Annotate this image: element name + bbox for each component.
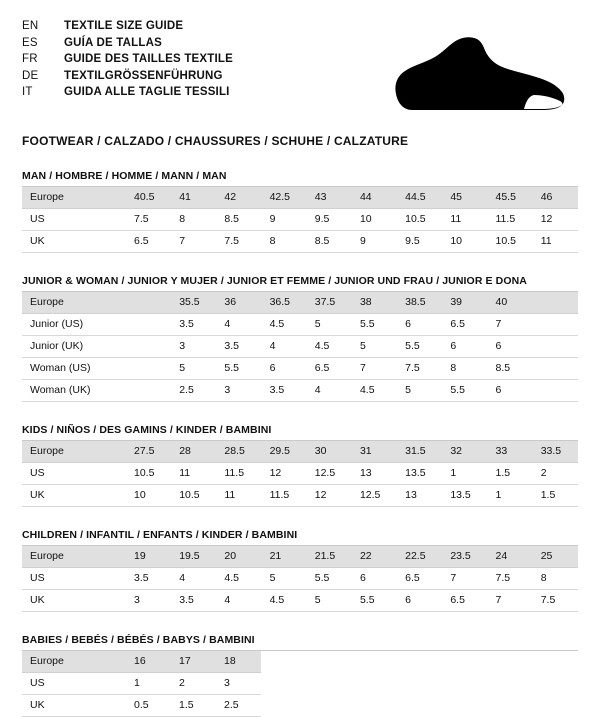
size-cell: 7.5: [126, 209, 171, 231]
page-title: FOOTWEAR / CALZADO / CHAUSSURES / SCHUHE / CALZATURE: [22, 134, 409, 148]
size-cell: 27.5: [126, 441, 171, 463]
size-cell: 9.5: [397, 231, 442, 253]
row-label: Europe: [22, 441, 126, 463]
size-cell: [533, 314, 578, 336]
row-label: Europe: [22, 187, 126, 209]
size-cell: 24: [488, 546, 533, 568]
size-cell: 5.5: [397, 336, 442, 358]
size-cell: 4.5: [262, 314, 307, 336]
language-code: FR: [22, 53, 38, 65]
size-cell: 5.5: [352, 590, 397, 612]
size-cell: 13: [397, 485, 442, 507]
size-group: [22, 634, 578, 717]
row-label: Europe: [22, 546, 126, 568]
size-cell: 29.5: [262, 441, 307, 463]
table-row: [22, 441, 578, 463]
language-title: GUIDE DES TAILLES TEXTILE: [64, 53, 233, 65]
language-title-list: [22, 18, 233, 101]
size-cell: 5.5: [307, 568, 352, 590]
size-cell: 6.5: [442, 590, 487, 612]
language-title: TEXTILGRÖSSENFÜHRUNG: [64, 69, 223, 82]
size-cell: 11.5: [216, 463, 261, 485]
size-cell: 41: [171, 187, 216, 209]
size-cell: 31: [352, 441, 397, 463]
size-cell: 37.5: [307, 292, 352, 314]
size-cell: 32: [442, 441, 487, 463]
size-cell: 0.5: [126, 695, 171, 717]
table-row: [22, 292, 578, 314]
size-cell: 3: [216, 380, 261, 402]
size-cell: 22.5: [397, 546, 442, 568]
size-cell: 6: [488, 336, 533, 358]
size-cell: 5.5: [442, 380, 487, 402]
size-cell: 39: [442, 292, 487, 314]
size-cell: 1.5: [171, 695, 216, 717]
size-cell: 10.5: [126, 463, 171, 485]
size-group: [22, 275, 578, 402]
size-cell: [533, 358, 578, 380]
row-label: UK: [22, 485, 126, 507]
language-row: [22, 18, 233, 35]
size-group-heading: JUNIOR & WOMAN / JUNIOR Y MUJER / JUNIOR ET FEMME / JUNIOR UND FRAU / JUNIOR E DONA: [22, 275, 578, 292]
size-cell: 36.5: [262, 292, 307, 314]
size-cell: 7: [442, 568, 487, 590]
size-cell: 46: [533, 187, 578, 209]
size-cell: 4: [262, 336, 307, 358]
size-cell: 1: [126, 673, 171, 695]
row-label: Europe: [22, 292, 126, 314]
size-cell: 4.5: [216, 568, 261, 590]
size-cell: 3.5: [171, 590, 216, 612]
language-code: ES: [22, 36, 38, 49]
size-cell: 10: [442, 231, 487, 253]
size-cell: 5: [397, 380, 442, 402]
size-cell: 6: [488, 380, 533, 402]
size-cell: 2.5: [216, 695, 261, 717]
size-cell: 7: [488, 590, 533, 612]
size-cell: 10.5: [397, 209, 442, 231]
language-row: [22, 51, 233, 68]
size-cell: 12: [307, 485, 352, 507]
language-title: GUIDA ALLE TAGLIE TESSILI: [64, 86, 230, 98]
size-cell: [533, 380, 578, 402]
size-cell: 5: [262, 568, 307, 590]
size-cell: 6.5: [397, 568, 442, 590]
size-cell: 28.5: [216, 441, 261, 463]
row-label: US: [22, 673, 126, 695]
table-row: [22, 651, 261, 673]
size-cell: 2.5: [171, 380, 216, 402]
table-row: [22, 546, 578, 568]
table-row: [22, 673, 261, 695]
size-cell: 11: [442, 209, 487, 231]
row-label: US: [22, 463, 126, 485]
size-cell: 36: [216, 292, 261, 314]
size-cell: [126, 380, 171, 402]
size-cell: 9.5: [307, 209, 352, 231]
size-cell: 2: [533, 463, 578, 485]
size-cell: 13.5: [397, 463, 442, 485]
row-label: US: [22, 209, 126, 231]
size-cell: 19.5: [171, 546, 216, 568]
size-cell: [126, 358, 171, 380]
size-cell: 8.5: [488, 358, 533, 380]
size-cell: 7.5: [216, 231, 261, 253]
size-cell: 8.5: [216, 209, 261, 231]
size-cell: 17: [171, 651, 216, 673]
size-cell: [126, 314, 171, 336]
size-table: [22, 441, 578, 507]
size-cell: 1.5: [533, 485, 578, 507]
size-cell: 7.5: [488, 568, 533, 590]
size-tables-container: [22, 170, 578, 717]
size-cell: 3.5: [126, 568, 171, 590]
size-cell: 20: [216, 546, 261, 568]
size-cell: 19: [126, 546, 171, 568]
size-cell: 42.5: [262, 187, 307, 209]
language-title: TEXTILE SIZE GUIDE: [64, 20, 184, 32]
size-cell: 7: [352, 358, 397, 380]
size-cell: 6.5: [442, 314, 487, 336]
size-cell: 8: [262, 231, 307, 253]
size-cell: 12: [533, 209, 578, 231]
language-code: EN: [22, 20, 39, 32]
size-cell: 5: [307, 314, 352, 336]
row-label: UK: [22, 590, 126, 612]
size-cell: 4.5: [352, 380, 397, 402]
size-group-heading: KIDS / NIÑOS / DES GAMINS / KINDER / BAMBINI: [22, 424, 578, 441]
size-cell: 40.5: [126, 187, 171, 209]
size-cell: 12: [262, 463, 307, 485]
language-title: GUÍA DE TALLAS: [64, 36, 162, 49]
table-row: [22, 336, 578, 358]
table-row: [22, 568, 578, 590]
size-cell: 23.5: [442, 546, 487, 568]
row-label: UK: [22, 231, 126, 253]
size-cell: 6: [352, 568, 397, 590]
size-cell: 6.5: [126, 231, 171, 253]
size-cell: 11: [533, 231, 578, 253]
size-cell: 16: [126, 651, 171, 673]
size-cell: 10: [352, 209, 397, 231]
row-label: Woman (US): [22, 358, 126, 380]
size-cell: 1: [442, 463, 487, 485]
size-cell: 7: [171, 231, 216, 253]
size-cell: 21.5: [307, 546, 352, 568]
size-cell: 11.5: [262, 485, 307, 507]
language-code: DE: [22, 69, 39, 82]
size-cell: 3: [216, 673, 261, 695]
language-row: [22, 35, 233, 52]
size-cell: 5: [171, 358, 216, 380]
size-cell: [126, 336, 171, 358]
size-cell: 3.5: [171, 314, 216, 336]
size-cell: 7.5: [397, 358, 442, 380]
row-label: US: [22, 568, 126, 590]
size-cell: 10.5: [488, 231, 533, 253]
size-cell: 30: [307, 441, 352, 463]
size-cell: 22: [352, 546, 397, 568]
size-cell: 10.5: [171, 485, 216, 507]
size-cell: 3: [126, 590, 171, 612]
size-cell: 11: [171, 463, 216, 485]
size-cell: 4.5: [307, 336, 352, 358]
size-group-heading: MAN / HOMBRE / HOMME / MANN / MAN: [22, 170, 578, 187]
size-cell: 31.5: [397, 441, 442, 463]
size-group-heading: CHILDREN / INFANTIL / ENFANTS / KINDER / BAMBINI: [22, 529, 578, 546]
table-row: [22, 590, 578, 612]
size-cell: 4: [216, 314, 261, 336]
size-cell: 8: [442, 358, 487, 380]
size-cell: 38: [352, 292, 397, 314]
size-cell: 35.5: [171, 292, 216, 314]
size-cell: 25: [533, 546, 578, 568]
size-cell: 38.5: [397, 292, 442, 314]
row-label: Woman (UK): [22, 380, 126, 402]
size-cell: 33.5: [533, 441, 578, 463]
table-row: [22, 187, 578, 209]
size-cell: 4.5: [262, 590, 307, 612]
row-label: Junior (US): [22, 314, 126, 336]
size-cell: [533, 292, 578, 314]
table-row: [22, 209, 578, 231]
size-group: [22, 424, 578, 507]
size-cell: 45.5: [488, 187, 533, 209]
size-table: [22, 546, 578, 612]
size-cell: 40: [488, 292, 533, 314]
size-cell: 8: [533, 568, 578, 590]
size-cell: 42: [216, 187, 261, 209]
size-cell: 18: [216, 651, 261, 673]
size-cell: 44.5: [397, 187, 442, 209]
table-row: [22, 463, 578, 485]
size-cell: 28: [171, 441, 216, 463]
size-table: [22, 187, 578, 253]
size-cell: 6: [442, 336, 487, 358]
table-row: [22, 485, 578, 507]
table-row: [22, 314, 578, 336]
size-cell: 1: [488, 485, 533, 507]
size-cell: 3.5: [262, 380, 307, 402]
row-label: UK: [22, 695, 126, 717]
table-row: [22, 695, 261, 717]
size-cell: 5: [352, 336, 397, 358]
size-cell: 4: [171, 568, 216, 590]
language-code: IT: [22, 86, 33, 98]
size-cell: 5.5: [352, 314, 397, 336]
size-group-heading: BABIES / BEBÉS / BÉBÉS / BABYS / BAMBINI: [22, 634, 578, 651]
size-cell: 6.5: [307, 358, 352, 380]
size-group: [22, 170, 578, 253]
size-cell: 21: [262, 546, 307, 568]
language-row: [22, 68, 233, 85]
size-cell: 44: [352, 187, 397, 209]
size-cell: 13.5: [442, 485, 487, 507]
size-cell: 45: [442, 187, 487, 209]
size-table: [22, 651, 261, 717]
table-row: [22, 231, 578, 253]
size-cell: 2: [171, 673, 216, 695]
size-cell: 6: [397, 314, 442, 336]
size-cell: 9: [262, 209, 307, 231]
row-label: Europe: [22, 651, 126, 673]
size-cell: [533, 336, 578, 358]
size-cell: 43: [307, 187, 352, 209]
table-row: [22, 358, 578, 380]
size-cell: 12.5: [352, 485, 397, 507]
size-cell: 3: [171, 336, 216, 358]
size-cell: 8: [171, 209, 216, 231]
size-cell: 7: [488, 314, 533, 336]
size-cell: 13: [352, 463, 397, 485]
size-cell: 9: [352, 231, 397, 253]
dress-shoe-icon: [384, 32, 574, 116]
size-cell: 3.5: [216, 336, 261, 358]
size-cell: [126, 292, 171, 314]
size-cell: 11: [216, 485, 261, 507]
size-cell: 7.5: [533, 590, 578, 612]
size-cell: 5.5: [216, 358, 261, 380]
size-cell: 1.5: [488, 463, 533, 485]
size-cell: 33: [488, 441, 533, 463]
size-cell: 6: [262, 358, 307, 380]
header: [22, 18, 578, 116]
table-row: [22, 380, 578, 402]
row-label: Junior (UK): [22, 336, 126, 358]
size-cell: 11.5: [488, 209, 533, 231]
size-cell: 6: [397, 590, 442, 612]
size-cell: 4: [216, 590, 261, 612]
size-cell: 10: [126, 485, 171, 507]
size-cell: 12.5: [307, 463, 352, 485]
size-cell: 5: [307, 590, 352, 612]
size-cell: 8.5: [307, 231, 352, 253]
size-table: [22, 292, 578, 402]
language-row: [22, 84, 233, 101]
size-cell: 4: [307, 380, 352, 402]
